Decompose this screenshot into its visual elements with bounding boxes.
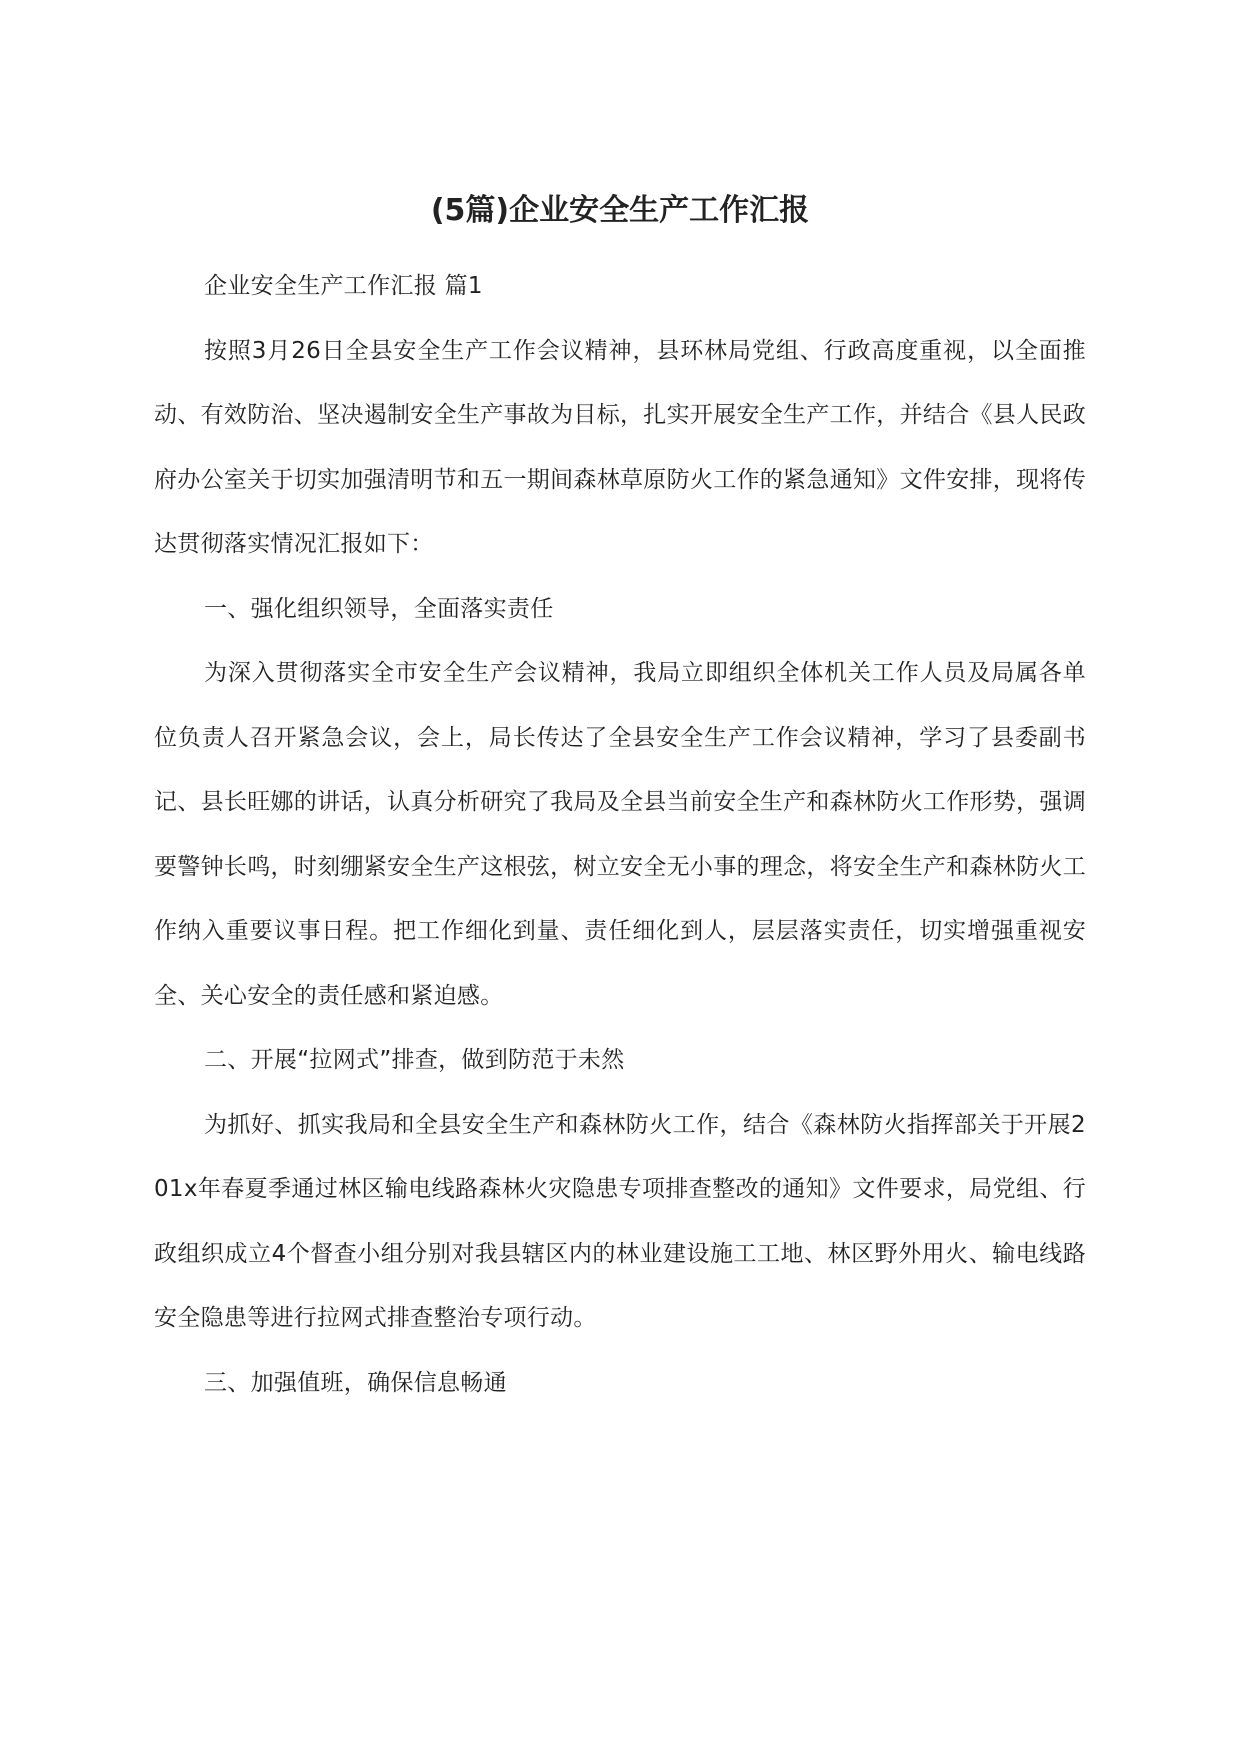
- body-paragraph: 为抓好、抓实我局和全县安全生产和森林防火工作，结合《森林防火指挥部关于开展201x年春夏季通过林区输电线路森林火灾隐患专项排查整改的通知》文件要求，局党组、行政组织成立4个督查小组分别对我县辖区内的林业建设施工工地、林区野外用火、输电线路安全隐患等进行拉网式排查整治专项行动。: [154, 1111, 1086, 1331]
- section-heading: 二、开展“拉网式”排查，做到防范于未然: [204, 1047, 625, 1073]
- section-heading: 企业安全生产工作汇报 篇1: [204, 273, 483, 299]
- section-heading: 一、强化组织领导，全面落实责任: [204, 595, 554, 622]
- body-paragraph: 为深入贯彻落实全市安全生产会议精神，我局立即组织全体机关工作人员及局属各单位负责人召开紧急会议，会上，局长传达了全县安全生产工作会议精神，学习了县委副书记、县长旺娜的讲话，认真分析研究了我局及全县当前安全生产和森林防火工作形势，强调要警钟长鸣，时刻绷紧安全生产这根弦，树立安全无小事的理念，将安全生产和森林防火工作纳入重要议事日程。把工作细化到量、责任细化到人，层层落实责任，切实增强重视安全、关心安全的责任感和紧迫感。: [154, 660, 1086, 1009]
- document-title: (5篇)企业安全生产工作汇报: [430, 193, 810, 228]
- section-heading: 三、加强值班，确保信息畅通: [204, 1369, 507, 1396]
- document-body: [154, 254, 1086, 1415]
- body-paragraph: 按照3月26日全县安全生产工作会议精神，县环林局党组、行政高度重视，以全面推动、有效防治、坚决遏制安全生产事故为目标，扎实开展安全生产工作，并结合《县人民政府办公室关于切实加强清明节和五一期间森林草原防火工作的紧急通知》文件安排，现将传达贯彻落实情况汇报如下：: [154, 337, 1086, 557]
